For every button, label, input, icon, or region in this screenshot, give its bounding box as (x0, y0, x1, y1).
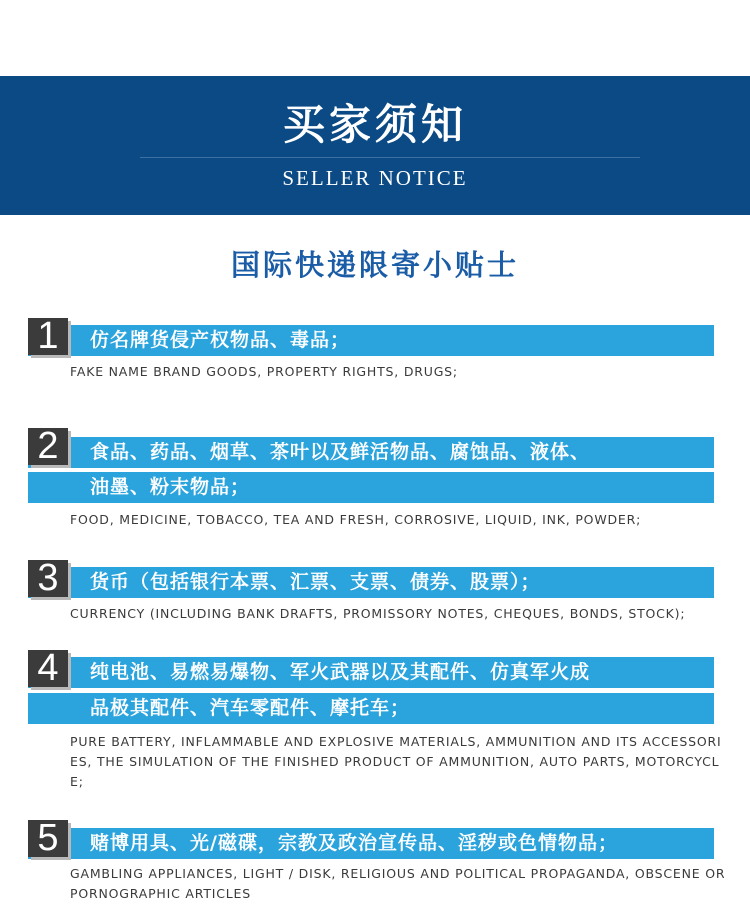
item-1-number: 1 (28, 318, 68, 355)
item-1-english: FAKE NAME BRAND GOODS, PROPERTY RIGHTS, DRUGS; (70, 364, 458, 379)
banner-subtitle: SELLER NOTICE (282, 166, 468, 190)
banner-title: 买家须知 (282, 100, 467, 149)
item-4-number: 4 (28, 650, 68, 687)
item-4-line-1: 纯电池、易燃易爆物、军火武器以及其配件、仿真军火成 (28, 657, 714, 688)
item-1-line-1: 仿名牌货侵产权物品、毒品； (28, 325, 714, 356)
item-2-line-2: 油墨、粉末物品； (28, 472, 714, 503)
item-5-number: 5 (28, 820, 68, 857)
banner-divider (140, 157, 640, 158)
item-4-english: PURE BATTERY, INFLAMMABLE AND EXPLOSIVE MATERIALS, AMMUNITION AND ITS ACCESSORIES, THE SIMULATION OF THE FINISHED PRODUCT OF AMMUNITION, AUTO PARTS, MOTORCYCLE; (70, 734, 722, 789)
item-5-line-1: 赌博用具、光/磁碟，宗教及政治宣传品、淫秽或色情物品； (28, 828, 714, 859)
item-5-english: GAMBLING APPLIANCES, LIGHT / DISK, RELIGIOUS AND POLITICAL PROPAGANDA, OBSCENE OR PORNOGRAPHIC ARTICLES (70, 866, 726, 901)
item-3-line-1: 货币（包括银行本票、汇票、支票、债券、股票）； (28, 567, 714, 598)
section-title: 国际快递限寄小贴士 (230, 248, 519, 282)
item-2-english: FOOD, MEDICINE, TOBACCO, TEA AND FRESH, CORROSIVE, LIQUID, INK, POWDER; (70, 512, 642, 527)
item-3-english: CURRENCY (INCLUDING BANK DRAFTS, PROMISSORY NOTES, CHEQUES, BONDS, STOCK); (70, 606, 686, 621)
item-4-line-2: 品极其配件、汽车零配件、摩托车； (28, 693, 714, 724)
item-3-number: 3 (28, 560, 68, 597)
item-2-number: 2 (28, 428, 68, 465)
item-2-line-1: 食品、药品、烟草、茶叶以及鲜活物品、腐蚀品、液体、 (28, 437, 714, 468)
